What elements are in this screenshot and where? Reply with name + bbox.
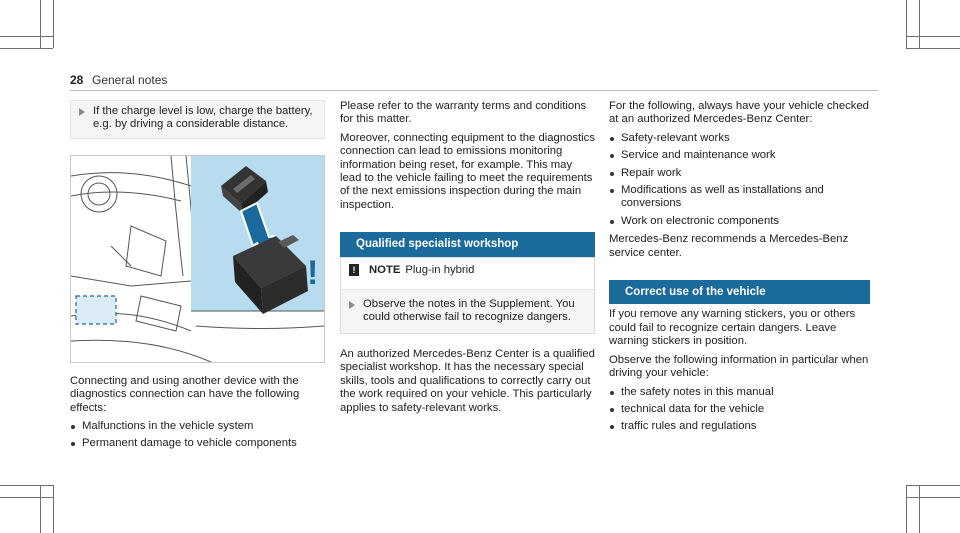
dashboard-figure xyxy=(71,156,324,362)
crop-mark xyxy=(53,485,54,533)
workshop-paragraph: An authorized Mercedes-Benz Center is a qualified specialist workshop. It has the necessary special skills, tools and qualifications to correctly carry out the work required on your vehicle. This particularly applies to safety-relevant works. xyxy=(340,347,595,414)
crop-mark xyxy=(906,0,907,48)
crop-mark xyxy=(906,485,960,486)
warning-icon: ! xyxy=(349,264,359,276)
crop-mark xyxy=(0,497,53,498)
note-title: Plug-in hybrid xyxy=(405,263,475,276)
list-item: technical data for the vehicle xyxy=(609,403,869,416)
list-item: Repair work xyxy=(609,167,869,180)
section-heading-workshop: Qualified specialist workshop xyxy=(340,232,595,256)
section-heading-correct-use: Correct use of the vehicle xyxy=(609,280,870,304)
crop-mark xyxy=(906,497,960,498)
instruction-text: If the charge level is low, charge the battery, e.g. by driving a considerable distance. xyxy=(93,105,313,131)
instruction-arrow-icon xyxy=(79,108,85,116)
warning-exclamation-mark: ! xyxy=(307,253,319,292)
note-box xyxy=(340,257,595,334)
crop-mark xyxy=(0,48,53,49)
crop-mark xyxy=(0,36,53,37)
crop-mark xyxy=(40,485,41,533)
checks-list xyxy=(609,132,869,228)
column-middle xyxy=(340,100,595,420)
note-instruction-box xyxy=(341,289,594,333)
list-item: Malfunctions in the vehicle system xyxy=(70,420,325,433)
stickers-paragraph: If you remove any warning stickers, you or others could fail to recognize certain dangers. Leave warning stickers in position. xyxy=(609,308,856,348)
crop-mark xyxy=(53,0,54,48)
driving-info-list xyxy=(609,386,869,434)
column-right xyxy=(609,100,869,439)
driving-info-intro: Observe the following information in particular when driving your vehicle: xyxy=(609,353,869,380)
note-label: NOTE xyxy=(369,263,401,276)
page-header-title: General notes xyxy=(92,73,168,87)
crop-mark xyxy=(0,485,53,486)
list-item: Work on electronic components xyxy=(609,215,869,228)
list-item: Service and maintenance work xyxy=(609,149,869,162)
instruction-arrow-icon xyxy=(349,301,355,309)
list-item: Safety-relevant works xyxy=(609,132,869,145)
checks-intro: For the following, always have your vehicle checked at an authorized Mercedes-Benz Center: xyxy=(609,100,869,126)
crop-mark xyxy=(906,485,907,533)
crop-mark xyxy=(919,0,920,48)
instruction-box xyxy=(70,100,325,139)
crop-mark xyxy=(906,48,960,49)
diagnostics-connection-illustration xyxy=(70,155,325,363)
page-number: 28 xyxy=(70,73,84,87)
header-divider xyxy=(70,90,878,91)
effects-intro: Connecting and using another device with the diagnostics connection can have the following effects: xyxy=(70,374,300,414)
list-item: traffic rules and regulations xyxy=(609,420,869,433)
connector-location-marker xyxy=(76,296,116,324)
note-header xyxy=(341,258,594,283)
note-instruction-text: Observe the notes in the Supplement. You could otherwise fail to recognize dangers. xyxy=(363,298,575,324)
crop-mark xyxy=(919,485,920,533)
recommendation-paragraph: Mercedes-Benz recommends a Mercedes-Benz service center. xyxy=(609,233,849,259)
effects-list xyxy=(70,420,325,451)
list-item: Modifications as well as installations and conversions xyxy=(609,184,869,211)
warranty-paragraph: Please refer to the warranty terms and conditions for this matter. xyxy=(340,100,587,126)
crop-mark xyxy=(40,0,41,48)
list-item: Permanent damage to vehicle components xyxy=(70,437,325,450)
emissions-paragraph: Moreover, connecting equipment to the diagnostics connection can lead to emissions monitoring information being reset, for example. This may lead to the vehicle failing to meet the requirements of the next emissions inspection during the main inspection. xyxy=(340,131,595,211)
crop-mark xyxy=(906,36,960,37)
list-item: the safety notes in this manual xyxy=(609,386,869,399)
column-left xyxy=(70,100,325,456)
